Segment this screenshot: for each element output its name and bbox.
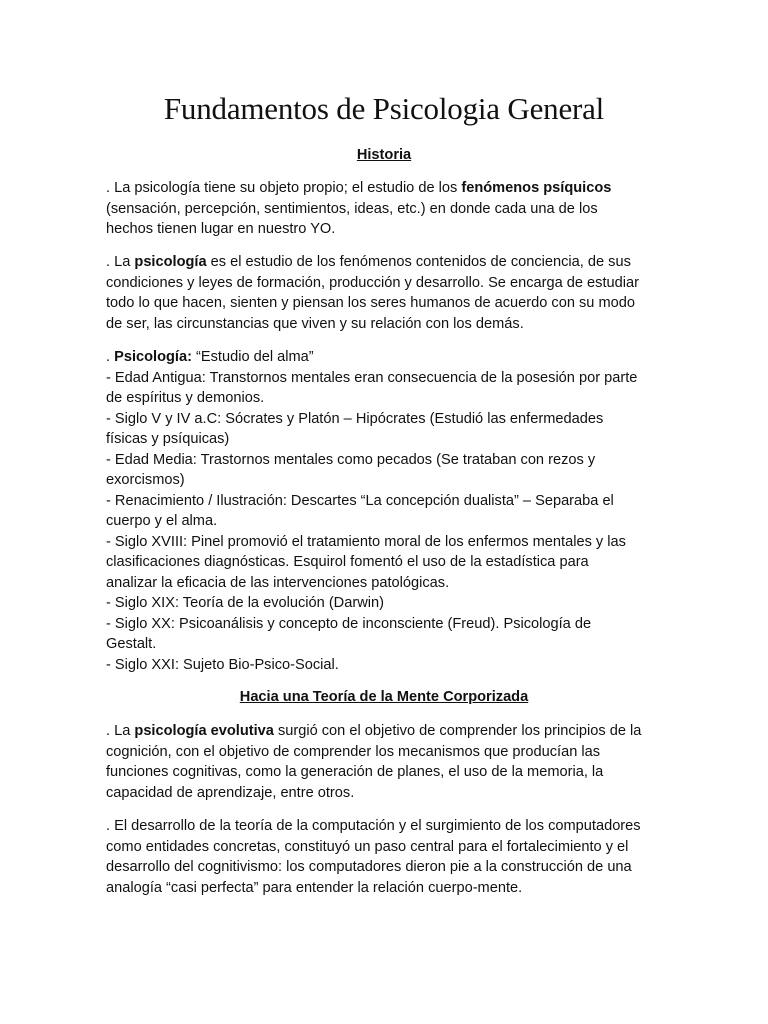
timeline-line: - Siglo XXI: Sujeto Bio-Psico-Social. xyxy=(106,656,339,673)
paragraph-psicologia-evolutiva xyxy=(106,721,666,803)
paragraph-line: todo lo que hacen, sienten y piensan los seres humanos de acuerdo con su modo xyxy=(106,295,635,311)
text-run: es el estudio de los fenómenos contenidos de conciencia, de sus xyxy=(206,254,631,270)
paragraph-historia-timeline xyxy=(106,347,666,675)
paragraph-line: de ser, las circunstancias que viven y su relación con los demás. xyxy=(106,315,524,332)
text-run: . La psicología tiene su objeto propio; el estudio de los xyxy=(106,180,462,196)
timeline-line: exorcismos) xyxy=(106,472,185,488)
bold-term: Psicología: xyxy=(114,349,192,365)
paragraph-line: . El desarrollo de la teoría de la computación y el surgimiento de los computadores xyxy=(106,818,641,834)
section-heading-mente-corporizada: Hacia una Teoría de la Mente Corporizada xyxy=(239,689,529,705)
paragraph-line: como entidades concretas, constituyó un paso central para el fortalecimiento y el xyxy=(106,838,629,855)
timeline-line: de espíritus y demonios. xyxy=(106,390,265,406)
paragraph-line: (sensación, percepción, sentimientos, ideas, etc.) en donde cada una de los xyxy=(106,200,598,217)
timeline-line: - Edad Antigua: Transtornos mentales eran consecuencia de la posesión por parte xyxy=(106,369,638,386)
paragraph-line: capacidad de aprendizaje, entre otros. xyxy=(106,784,355,801)
timeline-line: - Siglo XVIII: Pinel promovió el tratamiento moral de los enfermos mentales y las xyxy=(106,533,626,550)
paragraph-line: analogía “casi perfecta” para entender la relación cuerpo-mente. xyxy=(106,879,523,896)
paragraph-computacion xyxy=(106,816,666,898)
timeline-line: - Siglo XIX: Teoría de la evolución (Darwin) xyxy=(106,595,384,611)
paragraph-line xyxy=(106,721,666,742)
text-run: . xyxy=(106,349,115,365)
paragraph-line xyxy=(106,178,666,199)
timeline-line: - Edad Media: Trastornos mentales como pecados (Se trataban con rezos y xyxy=(106,451,596,468)
text-run: “Estudio del alma” xyxy=(191,349,314,365)
timeline-line: cuerpo y el alma. xyxy=(106,513,218,529)
paragraph-line: hechos tienen lugar en nuestro YO. xyxy=(106,221,336,237)
bold-term: psicología evolutiva xyxy=(134,723,274,739)
text-run: . La xyxy=(106,254,135,270)
bold-term: fenómenos psíquicos xyxy=(461,180,612,196)
timeline-line: Gestalt. xyxy=(106,636,157,652)
paragraph-definicion xyxy=(106,252,666,334)
timeline-line: - Renacimiento / Ilustración: Descartes “La concepción dualista” – Separaba el xyxy=(106,492,614,509)
bold-term: psicología xyxy=(134,254,207,270)
timeline-line: clasificaciones diagnósticas. Esquirol fomentó el uso de la estadística para xyxy=(106,554,589,570)
paragraph-line: condiciones y leyes de formación, producción y desarrollo. Se encarga de estudiar xyxy=(106,274,639,291)
paragraph-line: funciones cognitivas, como la generación de planes, el uso de la memoria, la xyxy=(106,764,604,780)
paragraph-line xyxy=(106,252,666,273)
paragraph-objeto-propio xyxy=(106,178,666,240)
section-heading-historia: Historia xyxy=(356,147,412,163)
timeline-line: físicas y psíquicas) xyxy=(106,431,230,447)
text-run: . La xyxy=(106,723,135,739)
page-title: Fundamentos de Psicologia General xyxy=(163,91,605,126)
paragraph-line: desarrollo del cognitivismo: los computadores dieron pie a la construcción de una xyxy=(106,859,632,875)
timeline-line: - Siglo V y IV a.C: Sócrates y Platón – Hipócrates (Estudió las enfermedades xyxy=(106,410,604,427)
paragraph-line: cognición, con el objetivo de comprender los mecanismos que producían las xyxy=(106,743,601,760)
timeline-line: analizar la eficacia de las intervenciones patológicas. xyxy=(106,574,450,591)
timeline-line: - Siglo XX: Psicoanálisis y concepto de inconsciente (Freud). Psicología de xyxy=(106,615,592,632)
paragraph-line xyxy=(106,347,666,368)
text-run: surgió con el objetivo de comprender los principios de la xyxy=(273,723,642,739)
